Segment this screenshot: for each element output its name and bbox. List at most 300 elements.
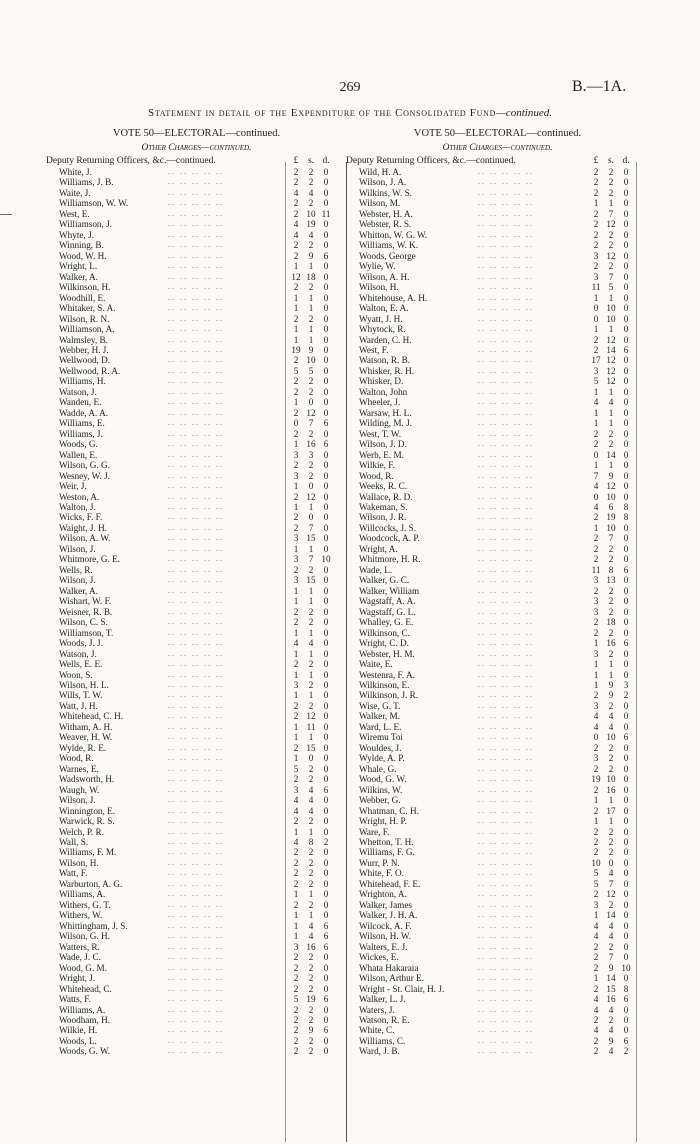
leader-dots: .. .. .. .. ..: [478, 533, 534, 543]
amount-shillings: 2: [608, 177, 614, 188]
amount-pence: 10: [621, 962, 631, 973]
table-row: [348, 868, 647, 878]
table-row: [48, 649, 345, 659]
leader-dots: .. .. .. .. ..: [478, 784, 534, 794]
amount-shillings: 2: [608, 742, 614, 753]
table-row: [348, 973, 647, 983]
amount-shillings: 2: [308, 386, 314, 397]
table-row: [348, 502, 647, 512]
amount-pounds: 2: [593, 627, 599, 638]
amount-pounds: 2: [293, 1025, 299, 1036]
payee-name: Whitaker, S. A.: [59, 303, 116, 314]
payee-name: Wagstaff, A. A.: [359, 596, 416, 607]
payee-name: Webster, H. M.: [359, 648, 415, 659]
amount-pounds: 3: [593, 365, 599, 376]
amount-pence: 0: [323, 575, 329, 586]
payee-name: Wrighton, A.: [359, 889, 407, 900]
leader-dots: .. .. .. .. ..: [478, 732, 534, 742]
amount-shillings: 10: [606, 303, 616, 314]
amount-pence: 0: [323, 428, 329, 439]
amount-pounds: 3: [593, 596, 599, 607]
payee-name: Wilson, J. A.: [359, 177, 407, 188]
leader-dots: .. .. .. .. ..: [478, 1025, 534, 1035]
amount-pence: 0: [623, 910, 629, 921]
amount-pounds: 5: [293, 994, 299, 1005]
payee-name: Williams, C.: [359, 1035, 406, 1046]
amount-shillings: 1: [308, 826, 314, 837]
payee-name: Wood, R.: [59, 753, 94, 764]
page-title: [0, 107, 700, 119]
amount-pence: 0: [623, 795, 629, 806]
amount-pence: 0: [623, 439, 629, 450]
amount-pounds: 19: [291, 344, 301, 355]
amount-pounds: 2: [593, 847, 599, 858]
amount-pounds: 1: [293, 732, 299, 743]
amount-shillings: 2: [608, 439, 614, 450]
amount-pounds: 2: [593, 1014, 599, 1025]
payee-name: Wright, C. D.: [359, 638, 409, 649]
amount-shillings: 2: [308, 983, 314, 994]
leader-dots: .. .. .. .. ..: [478, 690, 534, 700]
table-row: [48, 471, 345, 481]
leader-dots: .. .. .. .. ..: [168, 669, 224, 679]
payee-name: Wilson, A. W.: [59, 533, 111, 544]
leader-dots: .. .. .. .. ..: [168, 826, 224, 836]
payee-name: Wilkie, F.: [359, 460, 395, 471]
payee-name: White, C.: [359, 1025, 395, 1036]
payee-name: Weisner, R. B.: [59, 606, 113, 617]
amount-shillings: 1: [608, 292, 614, 303]
table-row: [48, 460, 345, 470]
amount-shillings: 0: [308, 753, 314, 764]
amount-pounds: 2: [293, 711, 299, 722]
amount-shillings: 12: [606, 250, 616, 261]
amount-pence: 0: [623, 219, 629, 230]
table-row: [48, 984, 345, 994]
leader-dots: .. .. .. .. ..: [168, 502, 224, 511]
amount-pounds: 1: [593, 816, 599, 827]
amount-shillings: 7: [308, 554, 314, 565]
amount-pounds: 3: [293, 554, 299, 565]
amount-shillings: 2: [308, 1004, 314, 1015]
table-row: [348, 690, 647, 700]
leader-dots: .. .. .. .. ..: [478, 774, 534, 784]
leader-dots: .. .. .. .. ..: [478, 721, 534, 731]
leader-dots: .. .. .. .. ..: [478, 564, 534, 574]
payee-name: Wright, A.: [359, 543, 398, 554]
leader-dots: .. .. .. .. ..: [168, 198, 224, 208]
table-row: [48, 1025, 345, 1035]
table-row: [348, 471, 647, 481]
table-row: [348, 282, 647, 292]
leader-dots: .. .. .. .. ..: [478, 250, 534, 260]
payee-name: Williams, W. K.: [359, 240, 419, 251]
payee-name: Waite, J.: [59, 187, 91, 198]
amount-pounds: 2: [293, 208, 299, 219]
amount-shillings: 2: [308, 177, 314, 188]
amount-pence: 0: [323, 983, 329, 994]
amount-shillings: 7: [608, 271, 614, 282]
amount-pounds: 1: [593, 669, 599, 680]
amount-pounds: 2: [593, 805, 599, 816]
table-row: [48, 492, 345, 502]
leader-dots: .. .. .. .. ..: [168, 920, 224, 930]
amount-pence: 0: [323, 261, 329, 272]
amount-pence: 0: [323, 219, 329, 230]
table-row: [48, 376, 345, 386]
amount-shillings: 2: [308, 962, 314, 973]
table-row: [348, 188, 647, 198]
amount-pence: 0: [623, 659, 629, 670]
amount-pounds: 2: [293, 313, 299, 324]
amount-shillings: 2: [308, 470, 314, 481]
payee-name: Wilson, C. S.: [59, 617, 108, 628]
table-row: [348, 397, 647, 407]
table-row: [48, 335, 345, 345]
amount-shillings: 2: [608, 606, 614, 617]
table-row: [48, 167, 345, 177]
amount-pounds: 4: [593, 721, 599, 732]
leader-dots: .. .. .. .. ..: [168, 449, 224, 459]
payee-name: Whisker, D.: [359, 376, 404, 387]
amount-shillings: 2: [308, 617, 314, 628]
payee-name: Whitehead, C.: [59, 983, 112, 994]
amount-pounds: 4: [593, 1025, 599, 1036]
amount-pounds: 1: [293, 596, 299, 607]
leader-dots: .. .. .. .. ..: [168, 868, 224, 878]
payee-name: Wellwood, D.: [59, 355, 111, 366]
amount-pounds: 4: [293, 805, 299, 816]
leader-dots: .. .. .. .. ..: [478, 659, 534, 669]
amount-pence: 0: [623, 711, 629, 722]
amount-shillings: 4: [608, 711, 614, 722]
amount-pounds: 1: [593, 418, 599, 429]
amount-shillings: 12: [606, 219, 616, 230]
leader-dots: .. .. .. .. ..: [478, 763, 534, 773]
amount-pounds: 2: [593, 983, 599, 994]
amount-shillings: 8: [308, 837, 314, 847]
document-reference: B.—1A.: [572, 78, 627, 95]
amount-pounds: 3: [293, 941, 299, 952]
amount-pounds: 2: [593, 439, 599, 450]
payee-name: Wood, G. M.: [59, 962, 108, 973]
amount-pounds: 2: [293, 512, 299, 523]
amount-pounds: 2: [293, 460, 299, 471]
leader-dots: .. .. .. .. ..: [478, 899, 534, 909]
payee-name: Whitmore, H. R.: [359, 554, 421, 565]
amount-shillings: 19: [306, 219, 316, 230]
amount-pounds: 2: [593, 533, 599, 544]
amount-pounds: 1: [293, 292, 299, 303]
leader-dots: .. .. .. .. ..: [478, 292, 534, 302]
amount-pence: 6: [323, 418, 329, 429]
payee-name: Wells, R.: [59, 564, 93, 575]
payee-name: Wicks, F. F.: [59, 512, 103, 523]
leader-dots: .. .. .. .. ..: [478, 1014, 534, 1024]
amount-shillings: 2: [608, 543, 614, 554]
leader-dots: .. .. .. .. ..: [478, 596, 534, 606]
right-category-label: Deputy Returning Officers, &c.—continued.: [346, 156, 516, 166]
amount-pence: 0: [323, 533, 329, 544]
amount-pence: 0: [623, 407, 629, 418]
amount-pounds: 3: [593, 899, 599, 910]
amount-shillings: 19: [606, 512, 616, 523]
payee-name: Waugh, W.: [59, 784, 100, 795]
leader-dots: .. .. .. .. ..: [478, 208, 534, 218]
amount-pence: 0: [323, 512, 329, 523]
leader-dots: .. .. .. .. ..: [168, 962, 224, 972]
amount-pence: 0: [323, 910, 329, 921]
payee-name: Watson, R. B.: [359, 355, 411, 366]
amount-pounds: 2: [293, 491, 299, 502]
amount-pounds: 1: [593, 460, 599, 471]
amount-pence: 0: [623, 261, 629, 272]
amount-shillings: 2: [608, 167, 614, 177]
amount-shillings: 0: [308, 397, 314, 408]
amount-pounds: 2: [593, 219, 599, 230]
amount-pence: 0: [623, 784, 629, 795]
amount-pounds: 0: [593, 313, 599, 324]
amount-pence: 0: [623, 857, 629, 868]
leader-dots: .. .. .. .. ..: [478, 952, 534, 962]
table-row: [348, 889, 647, 899]
payee-name: Whitmore, G. E.: [59, 554, 120, 565]
payee-name: Wilson, H. L.: [59, 679, 109, 690]
table-row: [48, 764, 345, 774]
amount-pounds: 2: [293, 167, 299, 177]
leader-dots: .. .. .. .. ..: [478, 857, 534, 867]
amount-pounds: 1: [293, 439, 299, 450]
amount-pence: 6: [323, 1025, 329, 1036]
leader-dots: .. .. .. .. ..: [478, 167, 534, 176]
payee-name: Walker, James: [359, 899, 412, 910]
amount-pence: 0: [623, 355, 629, 366]
table-row: [348, 230, 647, 240]
amount-pence: 0: [623, 700, 629, 711]
amount-pounds: 2: [593, 240, 599, 251]
table-row: [348, 711, 647, 721]
right-header-pounds: £: [593, 156, 599, 166]
amount-pounds: 3: [593, 700, 599, 711]
amount-pence: 0: [323, 878, 329, 889]
payee-name: Whitehead, F. E.: [359, 878, 421, 889]
table-row: [348, 963, 647, 973]
amount-pounds: 2: [593, 742, 599, 753]
amount-pence: 0: [323, 543, 329, 554]
amount-pounds: 2: [293, 1014, 299, 1025]
leader-dots: .. .. .. .. ..: [168, 261, 224, 271]
column-divider: [346, 162, 347, 1142]
table-row: [48, 450, 345, 460]
table-row: [48, 408, 345, 418]
leader-dots: .. .. .. .. ..: [168, 324, 224, 334]
leader-dots: .. .. .. .. ..: [478, 512, 534, 522]
leader-dots: .. .. .. .. ..: [478, 795, 534, 805]
amount-shillings: 1: [308, 585, 314, 596]
amount-pounds: 7: [593, 470, 599, 481]
amount-pence: 0: [323, 847, 329, 858]
payee-name: Westenra, F. A.: [359, 669, 415, 680]
payee-name: Wall, S.: [59, 837, 89, 847]
amount-pence: 0: [323, 816, 329, 827]
amount-pence: 0: [323, 606, 329, 617]
leader-dots: .. .. .. .. ..: [478, 344, 534, 354]
table-row: [48, 230, 345, 240]
payee-name: Whitton, W. G. W.: [359, 229, 428, 240]
leader-dots: .. .. .. .. ..: [168, 575, 224, 585]
amount-pence: 0: [623, 774, 629, 785]
amount-pounds: 2: [593, 208, 599, 219]
table-row: [348, 816, 647, 826]
amount-pence: 0: [323, 470, 329, 481]
table-row: [348, 701, 647, 711]
table-row: [348, 649, 647, 659]
amount-pounds: 2: [593, 585, 599, 596]
amount-shillings: 9: [308, 344, 314, 355]
amount-pounds: 1: [593, 386, 599, 397]
amount-pence: 0: [623, 418, 629, 429]
amount-pounds: 0: [593, 491, 599, 502]
amount-pence: 0: [323, 669, 329, 680]
table-row: [348, 1005, 647, 1015]
amount-shillings: 2: [608, 261, 614, 272]
amount-shillings: 1: [608, 795, 614, 806]
payee-name: Woodham, H.: [59, 1014, 111, 1025]
amount-pence: 6: [323, 941, 329, 952]
leader-dots: .. .. .. .. ..: [168, 952, 224, 962]
amount-shillings: 15: [306, 742, 316, 753]
payee-name: Williams, A.: [59, 1004, 106, 1015]
amount-shillings: 16: [606, 638, 616, 649]
amount-shillings: 4: [308, 229, 314, 240]
amount-pounds: 1: [293, 502, 299, 512]
payee-name: Whata Hakaraia: [359, 962, 419, 973]
payee-name: Wilson, J.: [59, 543, 96, 554]
left-category-label: Deputy Returning Officers, &c.—continued.: [46, 156, 216, 166]
amount-pounds: 1: [593, 292, 599, 303]
payee-name: Wyatt, J. H.: [359, 313, 403, 324]
leader-dots: .. .. .. .. ..: [478, 648, 534, 658]
amount-pence: 0: [623, 250, 629, 261]
leader-dots: .. .. .. .. ..: [168, 774, 224, 784]
amount-shillings: 9: [308, 1025, 314, 1036]
table-row: [348, 523, 647, 533]
payee-name: Wallen, E.: [59, 449, 98, 460]
payee-name: Woodhill, E.: [59, 292, 106, 303]
payee-name: Wilson, H.: [59, 857, 99, 868]
leader-dots: .. .. .. .. ..: [478, 878, 534, 888]
leader-dots: .. .. .. .. ..: [478, 303, 534, 313]
amount-pence: 0: [623, 826, 629, 837]
payee-name: Witham, A. H.: [59, 721, 113, 732]
payee-name: Wilson, J.: [59, 795, 96, 806]
leader-dots: .. .. .. .. ..: [478, 826, 534, 836]
amount-pence: 6: [323, 931, 329, 942]
amount-pence: 0: [323, 1035, 329, 1046]
table-row: [48, 690, 345, 700]
amount-pence: 0: [323, 889, 329, 900]
table-row: [348, 167, 647, 177]
amount-pence: 0: [623, 952, 629, 963]
leader-dots: .. .. .. .. ..: [168, 240, 224, 250]
table-row: [48, 607, 345, 617]
payee-name: Warden, C. H.: [359, 334, 412, 345]
payee-name: Withers, W.: [59, 910, 103, 921]
table-row: [48, 628, 345, 638]
amount-pounds: 1: [593, 198, 599, 209]
amount-pence: 0: [323, 324, 329, 335]
leader-dots: .. .. .. .. ..: [168, 491, 224, 501]
amount-pence: 2: [623, 1046, 629, 1057]
amount-pence: 0: [623, 324, 629, 335]
leader-dots: .. .. .. .. ..: [478, 910, 534, 920]
amount-pence: 0: [623, 973, 629, 984]
table-row: [48, 816, 345, 826]
table-row: [348, 240, 647, 250]
title-suffix: —continued.: [496, 107, 552, 119]
table-row: [348, 439, 647, 449]
leader-dots: .. .. .. .. ..: [478, 418, 534, 428]
amount-pence: 0: [623, 627, 629, 638]
leader-dots: .. .. .. .. ..: [168, 1014, 224, 1024]
leader-dots: .. .. .. .. ..: [168, 795, 224, 805]
amount-pence: 0: [323, 282, 329, 293]
table-row: [348, 198, 647, 208]
table-row: [48, 670, 345, 680]
amount-shillings: 7: [608, 952, 614, 963]
payee-name: Williamson, T.: [59, 627, 114, 638]
table-row: [348, 314, 647, 324]
amount-pence: 6: [323, 920, 329, 931]
table-row: [48, 921, 345, 931]
amount-shillings: 18: [306, 271, 316, 282]
leader-dots: .. .. .. .. ..: [478, 627, 534, 637]
amount-pounds: 2: [293, 973, 299, 984]
leader-dots: .. .. .. .. ..: [168, 564, 224, 574]
table-row: [48, 732, 345, 742]
amount-pounds: 4: [293, 837, 299, 847]
table-row: [348, 753, 647, 763]
amount-shillings: 2: [308, 816, 314, 827]
leader-dots: .. .. .. .. ..: [478, 847, 534, 857]
amount-pence: 2: [323, 837, 329, 847]
table-row: [348, 429, 647, 439]
amount-pounds: 2: [293, 428, 299, 439]
payee-name: Wise, G. T.: [359, 700, 401, 711]
amount-pounds: 2: [293, 386, 299, 397]
leader-dots: .. .. .. .. ..: [168, 481, 224, 491]
amount-shillings: 2: [608, 428, 614, 439]
payee-name: Woods, G. W.: [59, 1046, 111, 1057]
amount-pence: 0: [623, 460, 629, 471]
right-header-shillings: s.: [607, 156, 615, 166]
right-table-header: [348, 155, 647, 167]
amount-shillings: 12: [606, 889, 616, 900]
amount-shillings: 2: [308, 952, 314, 963]
amount-pounds: 2: [293, 857, 299, 868]
amount-shillings: 2: [308, 1035, 314, 1046]
payee-name: Wadde, A. A.: [59, 407, 109, 418]
amount-pence: 6: [323, 439, 329, 450]
payee-name: Wilson, H. W.: [359, 931, 411, 942]
payee-name: Walmsley, B.: [59, 334, 108, 345]
payee-name: Walker, A.: [59, 271, 98, 282]
amount-pounds: 3: [293, 679, 299, 690]
amount-pence: 0: [623, 554, 629, 565]
amount-shillings: 16: [306, 439, 316, 450]
amount-pounds: 1: [593, 795, 599, 806]
leader-dots: .. .. .. .. ..: [478, 365, 534, 375]
